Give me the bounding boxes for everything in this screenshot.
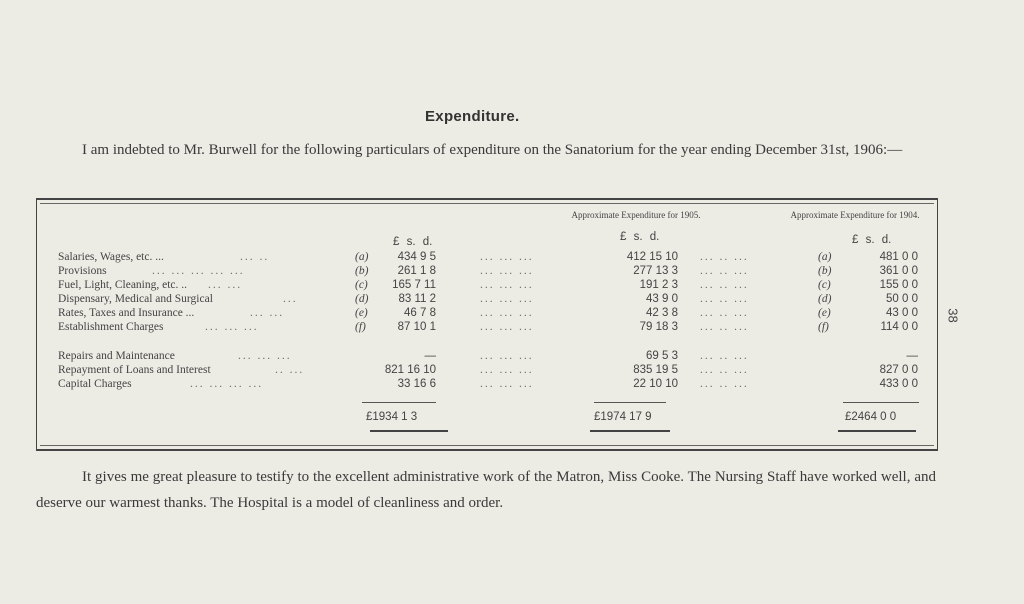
row-ref-1904: (f)	[818, 321, 829, 333]
row-ref-1904: (e)	[818, 307, 831, 319]
row-ref-1906: (b)	[355, 265, 369, 277]
row-value-1905: 412 15 10	[626, 251, 678, 263]
col-1906-units: £ s. d.	[393, 236, 433, 248]
row-ref-1906: (e)	[355, 307, 368, 319]
leader-dots: ... ... ...	[480, 378, 534, 390]
leader-dots: ... ... ...	[205, 321, 259, 333]
heading-text: Expenditure.	[425, 108, 520, 125]
row-value-1904: 155 0 0	[879, 279, 918, 291]
table-row-label: Provisions	[58, 265, 107, 277]
row-value-1906: 33 16 6	[397, 378, 436, 390]
row-value-1905: 277 13 3	[633, 265, 678, 277]
row-value-1906: 821 16 10	[384, 364, 436, 376]
row-value-1906: 165 7 11	[392, 279, 436, 291]
row-ref-1904: (a)	[818, 251, 832, 263]
row-value-1904: 114 0 0	[880, 321, 918, 333]
leader-dots: ... ...	[250, 307, 285, 319]
leader-dots: ... ..	[240, 251, 270, 263]
row-value-1906: 87 10 1	[397, 321, 436, 333]
row-value-1904: —	[906, 350, 918, 362]
row-ref-1904: (b)	[818, 265, 832, 277]
row-value-1905: 42 3 8	[646, 307, 678, 319]
sum-rule-1906	[362, 402, 436, 403]
closing-paragraph: It gives me great pleasure to testify to the excellent administrative work of the Matron, Miss Cooke. The Nursing Staff have worked well, and deserve our warmest thanks. The Hospital is a model of cleanliness and order.	[36, 469, 936, 511]
row-value-1906: 434 9 5	[397, 251, 436, 263]
row-value-1905: 43 9 0	[646, 293, 678, 305]
leader-dots: ... ... ...	[480, 307, 534, 319]
leader-dots: ... .. ...	[700, 378, 749, 390]
row-value-1905: 69 5 3	[646, 350, 678, 362]
row-value-1906: 261 1 8	[397, 265, 436, 277]
intro-paragraph: I am indebted to Mr. Burwell for the following particulars of expenditure on the Sanatorium for the year ending December 31st, 1906:—	[82, 142, 903, 158]
row-value-1904: 43 0 0	[886, 307, 918, 319]
leader-dots: ... ... ...	[238, 350, 292, 362]
leader-dots: ... ... ...	[480, 321, 534, 333]
leader-dots: ... .. ...	[700, 251, 749, 263]
row-value-1906: —	[424, 350, 436, 362]
page-number: 38	[945, 308, 961, 323]
row-value-1904: 433 0 0	[879, 378, 918, 390]
leader-dots: ... ... ...	[480, 251, 534, 263]
table-row-label: Fuel, Light, Cleaning, etc. ..	[58, 279, 188, 291]
table-row-label: Capital Charges	[58, 378, 132, 390]
row-ref-1906: (c)	[355, 279, 368, 291]
leader-dots: .. ...	[275, 364, 305, 376]
row-ref-1906: (f)	[355, 321, 366, 333]
col-1904-title: Approximate Expenditure for 1904.	[790, 210, 920, 220]
double-rule-1905	[590, 430, 670, 434]
row-ref-1906: (d)	[355, 293, 369, 305]
leader-dots: ...	[283, 293, 298, 305]
row-value-1904: 827 0 0	[879, 364, 918, 376]
leader-dots: ... .. ...	[700, 265, 749, 277]
row-ref-1906: (a)	[355, 251, 369, 263]
leader-dots: ... .. ...	[700, 279, 749, 291]
leader-dots: ... ... ... ... ...	[152, 265, 245, 277]
total-1905: £1974 17 9	[594, 411, 652, 423]
row-value-1906: 46 7 8	[404, 307, 436, 319]
leader-dots: ... .. ...	[700, 293, 749, 305]
table-row-label: Dispensary, Medical and Surgical	[58, 293, 213, 305]
leader-dots: ... ... ... ...	[190, 378, 264, 390]
table-row-label: Repayment of Loans and Interest	[58, 364, 211, 376]
table-row-label: Salaries, Wages, etc. ...	[58, 251, 164, 263]
leader-dots: ... ...	[208, 279, 243, 291]
leader-dots: ... ... ...	[480, 265, 534, 277]
row-value-1906: 83 11 2	[398, 293, 436, 305]
leader-dots: ... ... ...	[480, 293, 534, 305]
row-value-1904: 50 0 0	[886, 293, 918, 305]
col-1905-units: £ s. d.	[620, 231, 660, 243]
row-value-1905: 79 18 3	[639, 321, 678, 333]
row-value-1904: 481 0 0	[879, 251, 918, 263]
table-row-label: Repairs and Maintenance	[58, 350, 175, 362]
row-ref-1904: (d)	[818, 293, 832, 305]
sum-rule-1905	[594, 402, 666, 403]
leader-dots: ... ... ...	[480, 350, 534, 362]
row-value-1904: 361 0 0	[879, 265, 918, 277]
leader-dots: ... .. ...	[700, 350, 749, 362]
row-value-1905: 22 10 10	[633, 378, 678, 390]
row-value-1905: 835 19 5	[633, 364, 678, 376]
col-1905-title: Approximate Expenditure for 1905.	[571, 210, 701, 220]
row-value-1905: 191 2 3	[639, 279, 678, 291]
row-ref-1904: (c)	[818, 279, 831, 291]
leader-dots: ... ... ...	[480, 364, 534, 376]
double-rule-1906	[370, 430, 448, 434]
table-row-label: Establishment Charges	[58, 321, 164, 333]
col-1904-units: £ s. d.	[852, 234, 892, 246]
total-1904: £2464 0 0	[845, 411, 897, 423]
table-row-label: Rates, Taxes and Insurance ...	[58, 307, 195, 319]
leader-dots: ... .. ...	[700, 321, 749, 333]
leader-dots: ... ... ...	[480, 279, 534, 291]
sum-rule-1904	[843, 402, 919, 403]
leader-dots: ... .. ...	[700, 307, 749, 319]
double-rule-1904	[838, 430, 916, 434]
total-1906: £1934 1 3	[366, 411, 418, 423]
leader-dots: ... .. ...	[700, 364, 749, 376]
